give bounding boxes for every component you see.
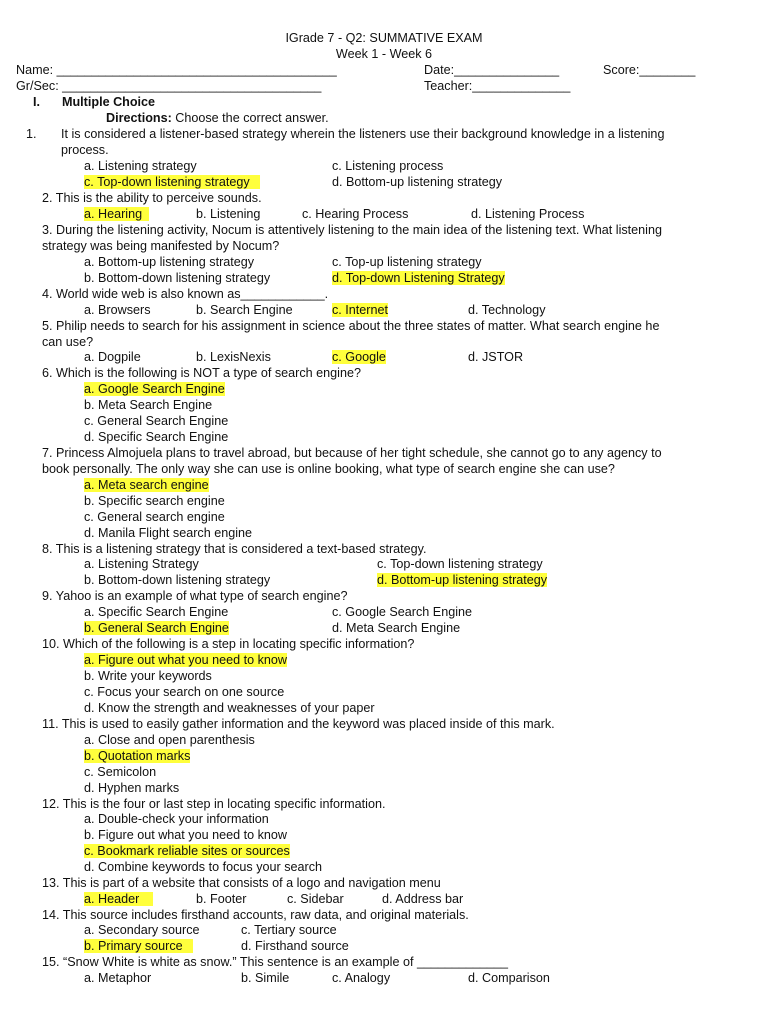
q7-text-cont: book personally. The only way she can use is online booking, what type of search engine she can use? [42, 462, 615, 476]
name-field: Name: ________________________________________ [16, 63, 337, 77]
q3-option-b: b. Bottom-down listening strategy [84, 271, 271, 285]
q3-answer: d. Top-down Listening Strategy [332, 271, 505, 285]
q12-option-d: d. Combine keywords to focus your search [84, 860, 322, 874]
q15-option-a: a. Metaphor [84, 971, 152, 985]
q8-option-c: c. Top-down listening strategy [377, 557, 543, 571]
q13-text: 13. This is part of a website that consists of a logo and navigation menu [42, 876, 441, 890]
q4-answer: c. Internet [332, 303, 389, 317]
q6-option-a [84, 381, 225, 397]
q9-option-b [84, 620, 229, 636]
q9-option-d: d. Meta Search Engine [332, 621, 461, 635]
q11-option-a: a. Close and open parenthesis [84, 733, 255, 747]
q14-option-a: a. Secondary source [84, 923, 200, 937]
q11-option-b [84, 748, 190, 764]
q5-option-b: b. LexisNexis [196, 350, 271, 364]
q10-option-d: d. Know the strength and weaknesses of your paper [84, 701, 375, 715]
directions-text: Choose the correct answer. [171, 111, 329, 125]
q10-option-a [84, 652, 287, 668]
q1-option-d: d. Bottom-up listening strategy [332, 175, 503, 189]
q13-option-b: b. Footer [196, 892, 247, 906]
q10-answer: a. Figure out what you need to know [84, 653, 288, 667]
q8-option-b: b. Bottom-down listening strategy [84, 573, 271, 587]
q7-text: 7. Princess Almojuela plans to travel abroad, but because of her tight schedule, she cannot go to any agency to [42, 446, 662, 460]
q14-option-d: d. Firsthand source [241, 939, 349, 953]
exam-title: IGrade 7 - Q2: SUMMATIVE EXAM [285, 31, 483, 45]
exam-subtitle: Week 1 - Week 6 [335, 47, 433, 61]
q5-answer: c. Google [332, 350, 386, 364]
q10-option-b: b. Write your keywords [84, 669, 212, 683]
q7-option-c: c. General search engine [84, 510, 225, 524]
q3-option-c: c. Top-up listening strategy [332, 255, 482, 269]
q12-option-c [84, 843, 290, 859]
q3-text: 3. During the listening activity, Nocum is attentively listening to the main idea of the listening text. What listening [42, 223, 662, 237]
q1-answer: c. Top-down listening strategy [84, 175, 250, 189]
q8-text: 8. This is a listening strategy that is considered a text-based strategy. [42, 542, 427, 556]
q15-option-b: b. Simile [241, 971, 290, 985]
q3-option-a: a. Bottom-up listening strategy [84, 255, 255, 269]
q2-option-a [84, 206, 149, 222]
q1-text: It is considered a listener-based strategy wherein the listeners use their background knowledge in a listening [61, 127, 665, 141]
q11-text: 11. This is used to easily gather information and the keyword was placed inside of this mark. [42, 717, 555, 731]
q6-text: 6. Which is the following is NOT a type of search engine? [42, 366, 361, 380]
q13-option-c: c. Sidebar [287, 892, 344, 906]
q13-option-d: d. Address bar [382, 892, 464, 906]
q12-answer: c. Bookmark reliable sites or sources [84, 844, 290, 858]
q6-answer: a. Google Search Engine [84, 382, 225, 396]
q5-option-d: d. JSTOR [468, 350, 524, 364]
q2-answer: a. Hearing [84, 207, 143, 221]
q8-answer: d. Bottom-up listening strategy [377, 573, 548, 587]
q5-text-cont: can use? [42, 335, 94, 349]
q14-option-b [84, 938, 193, 954]
q12-option-a: a. Double-check your information [84, 812, 269, 826]
q4-option-b: b. Search Engine [196, 303, 293, 317]
score-field: Score:________ [603, 63, 696, 77]
teacher-field: Teacher:______________ [424, 79, 571, 93]
q2-option-d: d. Listening Process [471, 207, 585, 221]
q12-option-b: b. Figure out what you need to know [84, 828, 288, 842]
q15-option-c: c. Analogy [332, 971, 391, 985]
q2-option-b: b. Listening [196, 207, 261, 221]
q11-answer: b. Quotation marks [84, 749, 191, 763]
q4-option-a: a. Browsers [84, 303, 151, 317]
q13-answer: a. Header [84, 892, 140, 906]
q14-text: 14. This source includes firsthand accounts, raw data, and original materials. [42, 908, 469, 922]
q9-option-c: c. Google Search Engine [332, 605, 473, 619]
q4-text: 4. World wide web is also known as____________. [42, 287, 329, 301]
section-numeral: I. [33, 95, 40, 109]
q2-option-c: c. Hearing Process [302, 207, 409, 221]
directions-label: Directions: [106, 111, 172, 125]
q12-text: 12. This is the four or last step in locating specific information. [42, 797, 386, 811]
q3-text-cont: strategy was being manifested by Nocum? [42, 239, 280, 253]
q5-text: 5. Philip needs to search for his assignment in science about the three states of matter. What search engine he [42, 319, 660, 333]
q9-answer: b. General Search Engine [84, 621, 229, 635]
q6-option-c: c. General Search Engine [84, 414, 229, 428]
q5-option-a: a. Dogpile [84, 350, 141, 364]
q1-text-cont: process. [61, 143, 109, 157]
q3-option-d [332, 270, 505, 286]
q13-option-a [84, 891, 153, 907]
q15-text: 15. “Snow White is white as snow.” This sentence is an example of _____________ [42, 955, 509, 969]
q14-option-c: c. Tertiary source [241, 923, 337, 937]
q9-text: 9. Yahoo is an example of what type of search engine? [42, 589, 348, 603]
directions [106, 110, 329, 126]
q2-text: 2. This is the ability to perceive sounds. [42, 191, 262, 205]
q7-answer: a. Meta search engine [84, 478, 209, 492]
q15-option-d: d. Comparison [468, 971, 550, 985]
q10-option-c: c. Focus your search on one source [84, 685, 285, 699]
q1-option-c: c. Listening process [332, 159, 444, 173]
q7-option-d: d. Manila Flight search engine [84, 526, 253, 540]
q8-option-a: a. Listening Strategy [84, 557, 199, 571]
date-field: Date:_______________ [424, 63, 560, 77]
q1-option-a: a. Listening strategy [84, 159, 197, 173]
q1-option-b [84, 174, 260, 190]
grsec-field: Gr/Sec: _____________________________________ [16, 79, 322, 93]
q14-answer: b. Primary source [84, 939, 183, 953]
q10-text: 10. Which of the following is a step in locating specific information? [42, 637, 415, 651]
q7-option-a [84, 477, 209, 493]
q11-option-d: d. Hyphen marks [84, 781, 180, 795]
q7-option-b: b. Specific search engine [84, 494, 225, 508]
q1-number: 1. [26, 127, 37, 141]
q4-option-d: d. Technology [468, 303, 546, 317]
q6-option-b: b. Meta Search Engine [84, 398, 213, 412]
section-title: Multiple Choice [62, 95, 156, 109]
q5-option-c [332, 349, 386, 365]
q4-option-c [332, 302, 388, 318]
q8-option-d [377, 572, 547, 588]
q9-option-a: a. Specific Search Engine [84, 605, 229, 619]
q11-option-c: c. Semicolon [84, 765, 157, 779]
q6-option-d: d. Specific Search Engine [84, 430, 229, 444]
